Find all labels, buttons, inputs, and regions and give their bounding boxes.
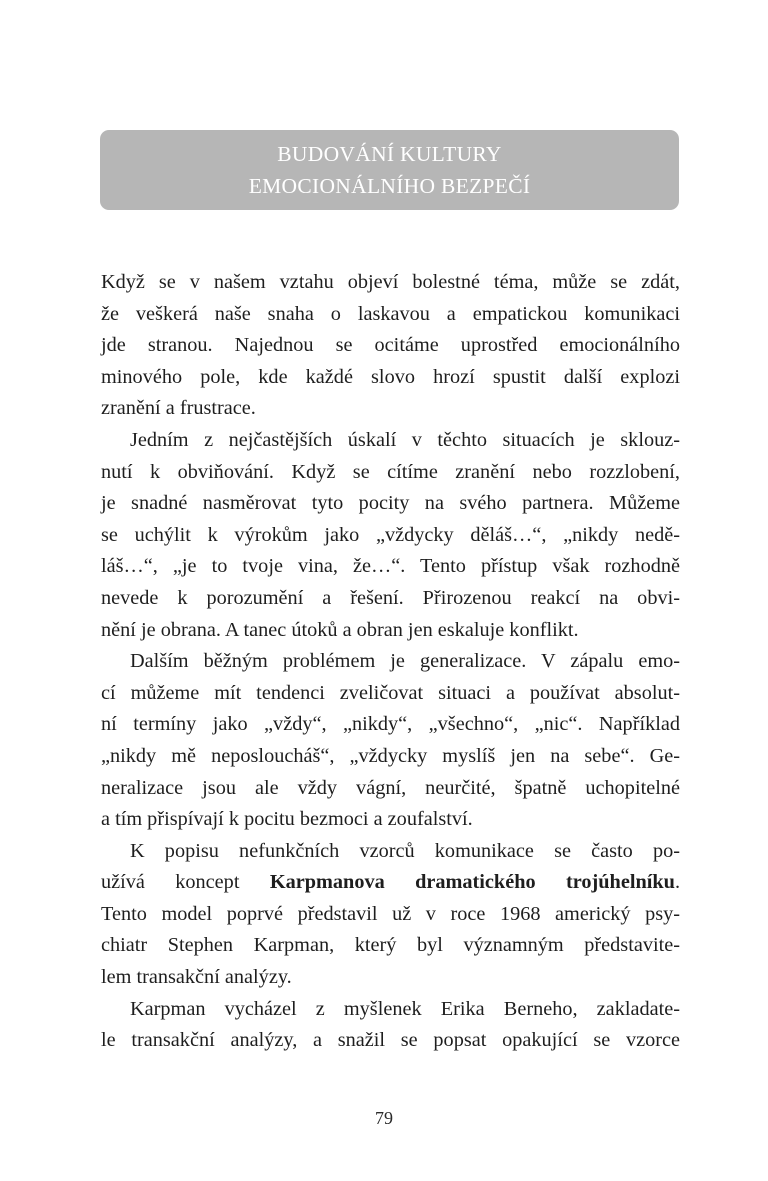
text-line: minového pole, kde každé slovo hrozí spustit další explozi (101, 365, 680, 388)
page-number: 79 (375, 1108, 393, 1128)
text-line: nutí k obviňování. Když se cítíme zranění nebo rozzlobení, (101, 460, 680, 483)
text-line: Jedním z nejčastějších úskalí v těchto situacích je sklouz- (130, 428, 680, 451)
text-line: Dalším běžným problémem je generalizace. V zápalu emo- (130, 650, 680, 673)
text-line: že veškerá naše snaha o laskavou a empatickou komunikaci (101, 302, 680, 325)
chapter-heading-line-1: BUDOVÁNÍ KULTURY (277, 142, 502, 166)
text-line: jde stranou. Najednou se ocitáme uprostřed emocionálního (101, 334, 680, 357)
text-line: zranění a frustrace. (101, 397, 256, 420)
text-line: cí můžeme mít tendenci zveličovat situaci a používat absolut- (101, 681, 680, 704)
text-line: nevede k porozumění a řešení. Přirozenou reakcí na obvi- (101, 586, 680, 609)
text-line: chiatr Stephen Karpman, který byl významným představite- (101, 934, 680, 957)
text-line: Tento model poprvé představil už v roce 1968 americký psy- (101, 902, 680, 925)
text-line: láš…“, „je to tvoje vina, že…“. Tento přístup však rozhodně (101, 555, 680, 578)
text-line: je snadné nasměrovat tyto pocity na svého partnera. Můžeme (101, 492, 680, 515)
text-line: K popisu nefunkčních vzorců komunikace se často po- (130, 839, 680, 862)
text-line: nění je obrana. A tanec útoků a obran jen eskaluje konflikt. (101, 618, 579, 641)
text-fragment: . (674, 871, 681, 894)
text-line: „nikdy mě neposloucháš“, „vždycky myslíš jen na sebe“. Ge- (101, 744, 680, 767)
text-line: Když se v našem vztahu objeví bolestné téma, může se zdát, (101, 271, 680, 293)
chapter-heading-box (100, 130, 679, 210)
text-line: Karpman vycházel z myšlenek Erika Berneho, zakladate- (130, 997, 680, 1020)
text-line: se uchýlit k výrokům jako „vždycky děláš…“, „nikdy nedě- (101, 523, 680, 546)
text-fragment: užívá koncept (101, 871, 270, 894)
bold-term: Karpmanova dramatického trojúhelníku (269, 871, 675, 894)
text-line: neralizace jsou ale vždy vágní, neurčité, špatně uchopitelné (101, 776, 680, 799)
text-line: lem transakční analýzy. (101, 966, 292, 989)
text-line-with-term (101, 867, 680, 899)
text-line: a tím přispívají k pocitu bezmoci a zoufalství. (101, 808, 473, 831)
chapter-heading-line-2: EMOCIONÁLNÍHO BEZPEČÍ (248, 174, 531, 198)
text-line: le transakční analýzy, a snažil se popsat opakující se vzorce (101, 1029, 680, 1052)
body-text (101, 267, 680, 1057)
text-line: ní termíny jako „vždy“, „nikdy“, „všechno“, „nic“. Například (101, 713, 680, 736)
